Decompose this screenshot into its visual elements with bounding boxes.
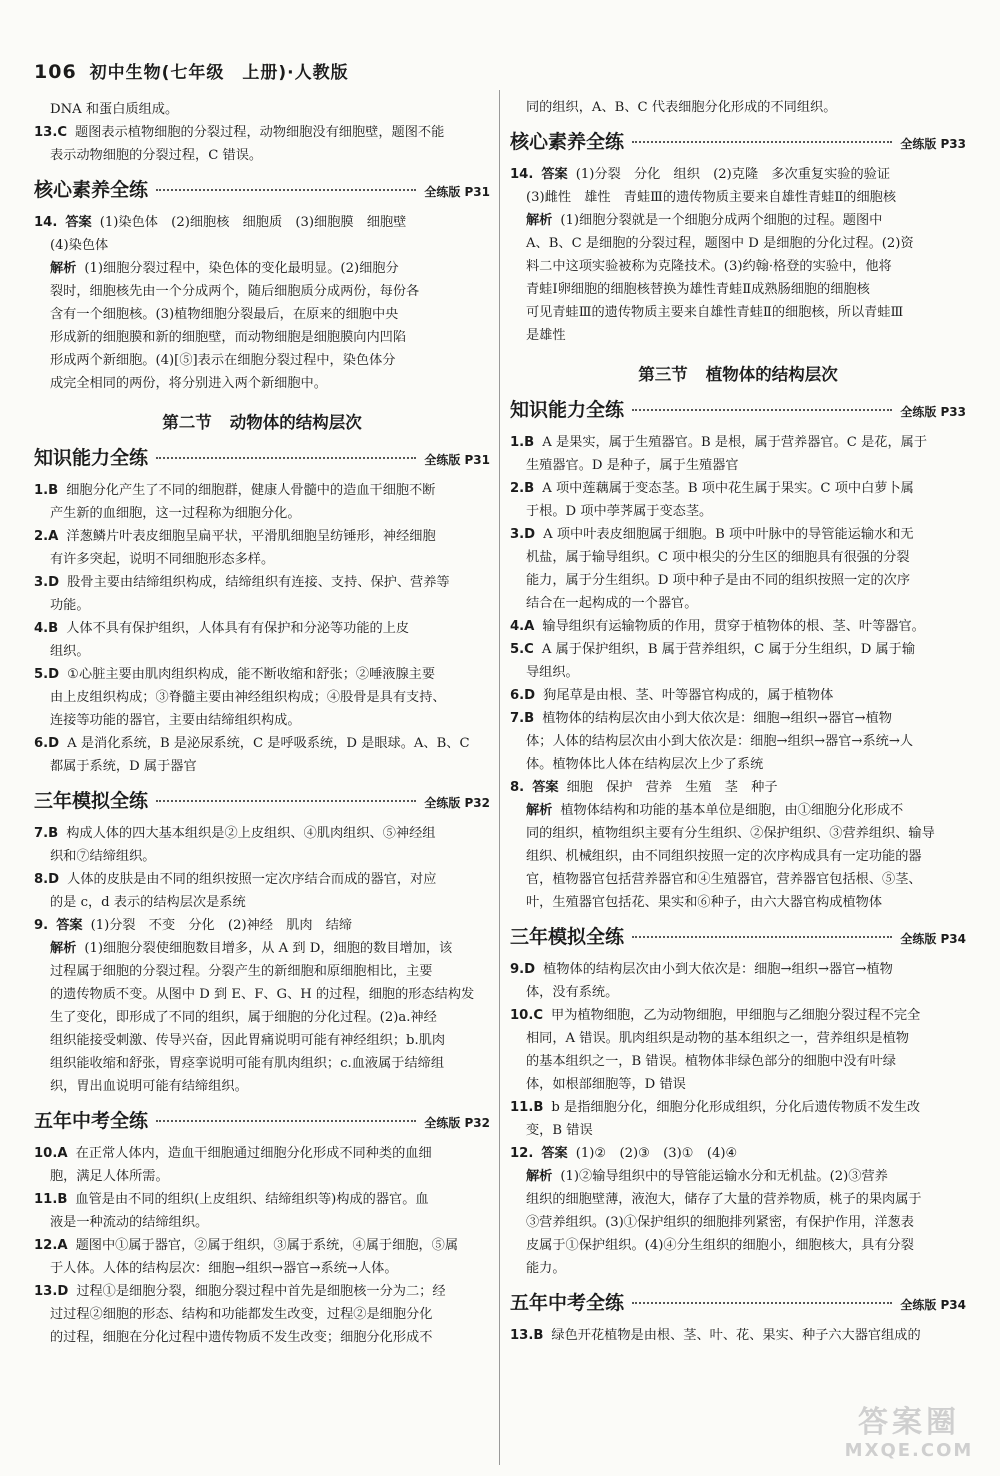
analysis-label: 解析: [526, 213, 553, 228]
answer-text: 细胞分化产生了不同的细胞群，健康人骨髓中的造血干细胞不断: [66, 483, 436, 498]
text-line: 同的组织，A、B、C 代表细胞分化形成的不同组织。: [526, 100, 837, 115]
text-line: 生殖器官。D 是种子，属于生殖器官: [526, 458, 739, 473]
question-number: 13.B: [510, 1328, 544, 1343]
answer-item: [510, 1142, 966, 1165]
chapter-heading: [34, 409, 490, 433]
answer-label: 答案: [56, 918, 83, 933]
answer-text: (1)② (2)③ (3)① (4)④: [575, 1146, 738, 1161]
text-line: 体；人体的结构层次由小到大依次是：细胞→组织→器官→系统→人: [526, 734, 914, 749]
answer-text: 人体的皮肤是由不同的组织按照一定次序结合而成的器官，对应: [67, 872, 437, 887]
question-number: 13.D: [34, 1284, 69, 1299]
answer-item: [510, 1096, 966, 1119]
section-title: 五年中考全练: [510, 1292, 625, 1314]
text-line: 是雄性: [526, 328, 566, 343]
answer-label: 答案: [65, 215, 92, 230]
answer-item: [34, 1234, 490, 1257]
answer-item: [34, 914, 490, 937]
text-line: 液是一种流动的结缔组织。: [50, 1215, 209, 1230]
text-line: 组织、机械组织，由不同组织按照一定的次序构成具有一定功能的器: [526, 849, 922, 864]
answer-text: 狗尾草是由根、茎、叶等器官构成的，属于植物体: [543, 688, 834, 703]
answer-text: A 属于保护组织，B 属于营养组织，C 属于分生组织，D 属于输: [541, 642, 916, 657]
text-line: 过程属于细胞的分裂过程。分裂产生的新细胞和原细胞相比，主要: [50, 964, 433, 979]
watermark-logo: [834, 1406, 984, 1466]
answer-item: [34, 525, 490, 548]
section-header: [510, 395, 966, 425]
section-title: 知识能力全练: [34, 447, 149, 469]
text-line: 的过程，细胞在分化过程中遗传物质不发生改变；细胞分化形成不: [50, 1330, 433, 1345]
answer-item: [34, 211, 490, 234]
page-header: [34, 58, 349, 83]
question-number: 4.B: [34, 621, 59, 636]
leader-dots: [156, 457, 416, 459]
text-line: A、B、C 是细胞的分裂过程，题图中 D 是细胞的分化过程。(2)资: [526, 236, 914, 251]
text-line: 有许多突起，说明不同细胞形态多样。: [50, 552, 275, 567]
text-line: 织和⑦结缔组织。: [50, 849, 156, 864]
leader-dots: [632, 409, 892, 411]
answer-item: [510, 163, 966, 186]
chapter-title: 动物体的结构层次: [229, 413, 362, 432]
analysis-label: 解析: [50, 941, 77, 956]
text-line: 形成新的细胞膜和新的细胞壁，而动物细胞是细胞膜向内凹陷: [50, 330, 407, 345]
section-header: [510, 1288, 966, 1318]
section-header: [510, 127, 966, 157]
text-line: 组织能接受刺激、传导兴奋，因此胃痛说明可能有神经组织；b.肌肉: [50, 1033, 446, 1048]
page-reference: 全练版 P33: [900, 405, 966, 419]
text-line: DNA 和蛋白质组成。: [50, 102, 179, 117]
analysis-line: [510, 209, 966, 232]
text-line: 成完全相同的两份，将分别进入两个新细胞中。: [50, 376, 327, 391]
analysis-text: (1)细胞分裂使细胞数目增多，从 A 到 D，细胞的数目增加，该: [84, 941, 453, 956]
leader-dots: [156, 189, 416, 191]
text-line: 由上皮组织构成；③脊髓主要由神经组织构成；④股骨是具有支持、: [50, 690, 446, 705]
answer-text: (1)染色体 (2)细胞核 细胞质 (3)细胞膜 细胞壁: [99, 215, 407, 230]
section-title: 三年模拟全练: [34, 790, 149, 812]
answer-item: [34, 822, 490, 845]
text-line: 功能。: [50, 598, 90, 613]
section-title: 核心素养全练: [510, 131, 625, 153]
leader-dots: [632, 936, 892, 938]
answer-text: A 项中莲藕属于变态茎。B 项中花生属于果实。C 项中白萝卜属: [542, 481, 914, 496]
text-line: 连接等功能的器官，主要由结缔组织构成。: [50, 713, 301, 728]
text-line: 织，胃出血说明可能有结缔组织。: [50, 1079, 248, 1094]
answer-item: [34, 732, 490, 755]
section-header: [34, 1106, 490, 1136]
question-number: 8.D: [34, 872, 60, 887]
question-number: 8.: [510, 780, 525, 795]
text-line: 形成两个新细胞。(4)[⑤]表示在细胞分裂过程中，染色体分: [50, 353, 396, 368]
page-reference: 全练版 P34: [900, 1298, 966, 1312]
section-title: 知识能力全练: [510, 399, 625, 421]
answer-text: b 是指细胞分化，细胞分化形成组织，分化后遗传物质不发生改: [551, 1100, 921, 1115]
answer-text: 植物体的结构层次由小到大依次是：细胞→组织→器官→植物: [543, 962, 893, 977]
text-line: 能力，属于分生组织。D 项中种子是由不同的组织按照一定的次序: [526, 573, 911, 588]
analysis-line: [34, 257, 490, 280]
question-number: 5.C: [510, 642, 534, 657]
section-header: [34, 175, 490, 205]
answer-item: [34, 1142, 490, 1165]
answer-item: [34, 617, 490, 640]
text-line: 体，没有系统。: [526, 985, 619, 1000]
answer-item: [510, 684, 966, 707]
text-line: 组织能收缩和舒张，胃痉挛说明可能有肌肉组织；c.血液属于结缔组: [50, 1056, 445, 1071]
question-number: 6.D: [510, 688, 536, 703]
text-line: 的基本组织之一，B 错误。植物体非绿色部分的细胞中没有叶绿: [526, 1054, 896, 1069]
text-line: 的遗传物质不变。从图中 D 到 E、F、G、H 的过程，细胞的形态结构发: [50, 987, 475, 1002]
question-number: 7.B: [34, 826, 59, 841]
chapter-title: 植物体的结构层次: [705, 365, 838, 384]
answer-item: [34, 571, 490, 594]
text-line: 产生新的血细胞，这一过程称为细胞分化。: [50, 506, 301, 521]
answer-text: 在正常人体内，造血干细胞通过细胞分化形成不同种类的血细: [75, 1146, 432, 1161]
section-header: [34, 786, 490, 816]
answer-text: 题图中①属于器官，②属于组织，③属于系统，④属于细胞，⑤属: [75, 1238, 459, 1253]
text-line: 表示动物细胞的分裂过程，C 错误。: [50, 148, 263, 163]
answer-text: A 是果实，属于生殖器官。B 是根，属于营养器官。C 是花，属于: [542, 435, 928, 450]
column-divider: [499, 90, 500, 1465]
answer-item: [34, 868, 490, 891]
answer-text: 输导组织有运输物质的作用，贯穿于植物体的根、茎、叶等器官。: [542, 619, 925, 634]
text-line: 于根。D 项中荸荠属于变态茎。: [526, 504, 713, 519]
text-line: 同的组织，植物组织主要有分生组织、②保护组织、③营养组织、输导: [526, 826, 935, 841]
answer-text: ①心脏主要由肌肉组织构成，能不断收缩和舒张；②唾液腺主要: [67, 667, 436, 682]
answer-text: (1)分裂 不变 分化 (2)神经 肌肉 结缔: [90, 918, 353, 933]
right-column: [510, 96, 966, 1347]
text-line: 料二中这项实验被称为克隆技术。(3)约翰·格登的实验中，他将: [526, 259, 892, 274]
answer-item: [510, 477, 966, 500]
page-reference: 全练版 P33: [900, 137, 966, 151]
analysis-text: 植物体结构和功能的基本单位是细胞，由①细胞分化形成不: [560, 803, 904, 818]
text-line: 机盐，属于输导组织。C 项中根尖的分生区的细胞具有很强的分裂: [526, 550, 910, 565]
analysis-line: [34, 937, 490, 960]
question-number: 9.D: [510, 962, 536, 977]
question-number: 2.B: [510, 481, 535, 496]
question-number: 12.: [510, 1146, 534, 1161]
text-line: 官，植物器官包括营养器官和④生殖器官，营养器官包括根、⑤茎、: [526, 872, 922, 887]
answer-text: 人体不具有保护组织，人体具有有保护和分泌等功能的上皮: [66, 621, 410, 636]
text-line: 相同，A 错误。肌肉组织是动物的基本组织之一，营养组织是植物: [526, 1031, 909, 1046]
text-line: 的是 c，d 表示的结构层次是系统: [50, 895, 246, 910]
answer-item: [510, 638, 966, 661]
answer-item: [34, 663, 490, 686]
question-number: 10.C: [510, 1008, 544, 1023]
answer-item: [34, 1280, 490, 1303]
watermark-text: 答案圈: [858, 1405, 960, 1440]
answer-text: A 是消化系统，B 是泌尿系统，C 是呼吸系统，D 是眼球。A、B、C: [67, 736, 470, 751]
question-number: 11.B: [34, 1192, 68, 1207]
text-line: 组织。: [50, 644, 90, 659]
question-number: 6.D: [34, 736, 60, 751]
question-number: 3.D: [510, 527, 536, 542]
answer-text: 血管是由不同的组织(上皮组织、结缔组织等)构成的器官。血: [75, 1192, 429, 1207]
page-reference: 全练版 P32: [424, 1116, 490, 1130]
answer-label: 答案: [541, 167, 568, 182]
chapter-number: 第二节: [162, 413, 212, 432]
answer-item: [510, 707, 966, 730]
watermark-site: MXQE.COM: [844, 1440, 974, 1461]
question-number: 1.B: [34, 483, 59, 498]
text-line: 体，如根部细胞等，D 错误: [526, 1077, 686, 1092]
question-number: 10.A: [34, 1146, 68, 1161]
answer-text: 绿色开花植物是由根、茎、叶、花、果实、种子六大器官组成的: [551, 1328, 921, 1343]
page-number: 106: [34, 61, 77, 83]
page-reference: 全练版 P32: [424, 796, 490, 810]
page-reference: 全练版 P34: [900, 932, 966, 946]
answer-text: 洋葱鳞片叶表皮细胞呈扁平状，平滑肌细胞呈纺锤形，神经细胞: [66, 529, 436, 544]
answer-text: 甲为植物细胞，乙为动物细胞，甲细胞与乙细胞分裂过程不完全: [551, 1008, 921, 1023]
analysis-label: 解析: [50, 261, 77, 276]
question-number: 5.D: [34, 667, 60, 682]
answer-text: A 项中叶表皮细胞属于细胞。B 项中叶脉中的导管能运输水和无: [543, 527, 914, 542]
book-title: 初中生物(七年级 上册)·人教版: [89, 63, 349, 83]
leader-dots: [156, 1120, 416, 1122]
section-title: 三年模拟全练: [510, 926, 625, 948]
answer-text: 过程①是细胞分裂，细胞分裂过程中首先是细胞核一分为二；经: [76, 1284, 446, 1299]
section-title: 五年中考全练: [34, 1110, 149, 1132]
chapter-number: 第三节: [638, 365, 688, 384]
text-line: 叶，生殖器官包括花、果实和⑥种子，由六大器官构成植物体: [526, 895, 883, 910]
analysis-text: (1)细胞分裂就是一个细胞分成两个细胞的过程。题图中: [560, 213, 883, 228]
text-line: (4)染色体: [50, 238, 109, 253]
answer-text: 植物体的结构层次由小到大依次是：细胞→组织→器官→植物: [542, 711, 892, 726]
answer-label: 答案: [541, 1146, 568, 1161]
answer-text: (1)分裂 分化 组织 (2)克隆 多次重复实验的验证: [575, 167, 891, 182]
text-line: 都属于系统，D 属于器官: [50, 759, 197, 774]
text-line: 含有一个细胞核。(3)植物细胞分裂最后，在原来的细胞中央: [50, 307, 399, 322]
question-number: 9.: [34, 918, 49, 933]
page-reference: 全练版 P31: [424, 185, 490, 199]
analysis-label: 解析: [526, 803, 553, 818]
question-number: 1.B: [510, 435, 535, 450]
answer-item: [34, 479, 490, 502]
answer-item: [510, 431, 966, 454]
answer-item: [510, 1004, 966, 1027]
leader-dots: [632, 141, 892, 143]
text-line: 过过程②细胞的形态、结构和功能都发生改变，过程②是细胞分化: [50, 1307, 433, 1322]
answer-item: [34, 121, 490, 144]
question-number: 13.C: [34, 125, 68, 140]
answer-item: [510, 776, 966, 799]
text-line: 青蛙Ⅰ卵细胞的细胞核替换为雄性青蛙Ⅱ成熟肠细胞的细胞核: [526, 282, 870, 297]
question-number: 12.A: [34, 1238, 68, 1253]
question-number: 3.D: [34, 575, 60, 590]
analysis-text: (1)细胞分裂过程中，染色体的变化最明显。(2)细胞分: [84, 261, 399, 276]
leader-dots: [156, 800, 416, 802]
text-line: 皮属于①保护组织。(4)④分生组织的细胞小，细胞核大，具有分裂: [526, 1238, 914, 1253]
text-line: ③营养组织。(3)①保护组织的细胞排列紧密，有保护作用，洋葱表: [526, 1215, 914, 1230]
analysis-line: [510, 1165, 966, 1188]
answer-text: 题图表示植物细胞的分裂过程，动物细胞没有细胞壁，题图不能: [75, 125, 445, 140]
text-line: 可见青蛙Ⅲ的遗传物质主要来自雄性青蛙Ⅱ的细胞核，所以青蛙Ⅲ: [526, 305, 904, 320]
question-number: 2.A: [34, 529, 59, 544]
text-line: 组织的细胞壁薄，液泡大，储存了大量的营养物质，桃子的果肉属于: [526, 1192, 922, 1207]
answer-item: [510, 615, 966, 638]
question-number: 4.A: [510, 619, 535, 634]
text-line: 胞，满足人体所需。: [50, 1169, 169, 1184]
text-line: 体。植物体比人体在结构层次上少了系统: [526, 757, 764, 772]
text-line: 变，B 错误: [526, 1123, 593, 1138]
analysis-text: (1)②输导组织中的导管能运输水分和无机盐。(2)③营养: [560, 1169, 888, 1184]
section-header: [510, 922, 966, 952]
answer-item: [34, 1188, 490, 1211]
question-number: 14.: [34, 215, 58, 230]
text-line: 裂时，细胞核先由一个分成两个，随后细胞质分成两份，每份各: [50, 284, 420, 299]
left-column: [34, 98, 490, 1349]
text-line: 导组织。: [526, 665, 579, 680]
text-line: (3)雌性 雄性 青蛙Ⅲ的遗传物质主要来自雄性青蛙Ⅱ的细胞核: [526, 190, 897, 205]
text-line: 于人体。人体的结构层次：细胞→组织→器官→系统→人体。: [50, 1261, 398, 1276]
text-line: 结合在一起构成的一个器官。: [526, 596, 698, 611]
answer-text: 股骨主要由结缔组织构成，结缔组织有连接、支持、保护、营养等: [67, 575, 450, 590]
question-number: 11.B: [510, 1100, 544, 1115]
text-line: 生了变化，即形成了不同的组织，属于细胞的分化过程。(2)a.神经: [50, 1010, 437, 1025]
answer-text: 细胞 保护 营养 生殖 茎 种子: [566, 780, 778, 795]
answer-item: [510, 1324, 966, 1347]
page-reference: 全练版 P31: [424, 453, 490, 467]
answer-item: [510, 523, 966, 546]
section-header: [34, 443, 490, 473]
answer-item: [510, 958, 966, 981]
analysis-label: 解析: [526, 1169, 553, 1184]
text-line: 能力。: [526, 1261, 566, 1276]
answer-label: 答案: [532, 780, 559, 795]
answer-text: 构成人体的四大基本组织是②上皮组织、④肌肉组织、⑤神经组: [66, 826, 436, 841]
chapter-heading: [510, 361, 966, 385]
analysis-line: [510, 799, 966, 822]
question-number: 14.: [510, 167, 534, 182]
leader-dots: [632, 1302, 892, 1304]
section-title: 核心素养全练: [34, 179, 149, 201]
question-number: 7.B: [510, 711, 535, 726]
